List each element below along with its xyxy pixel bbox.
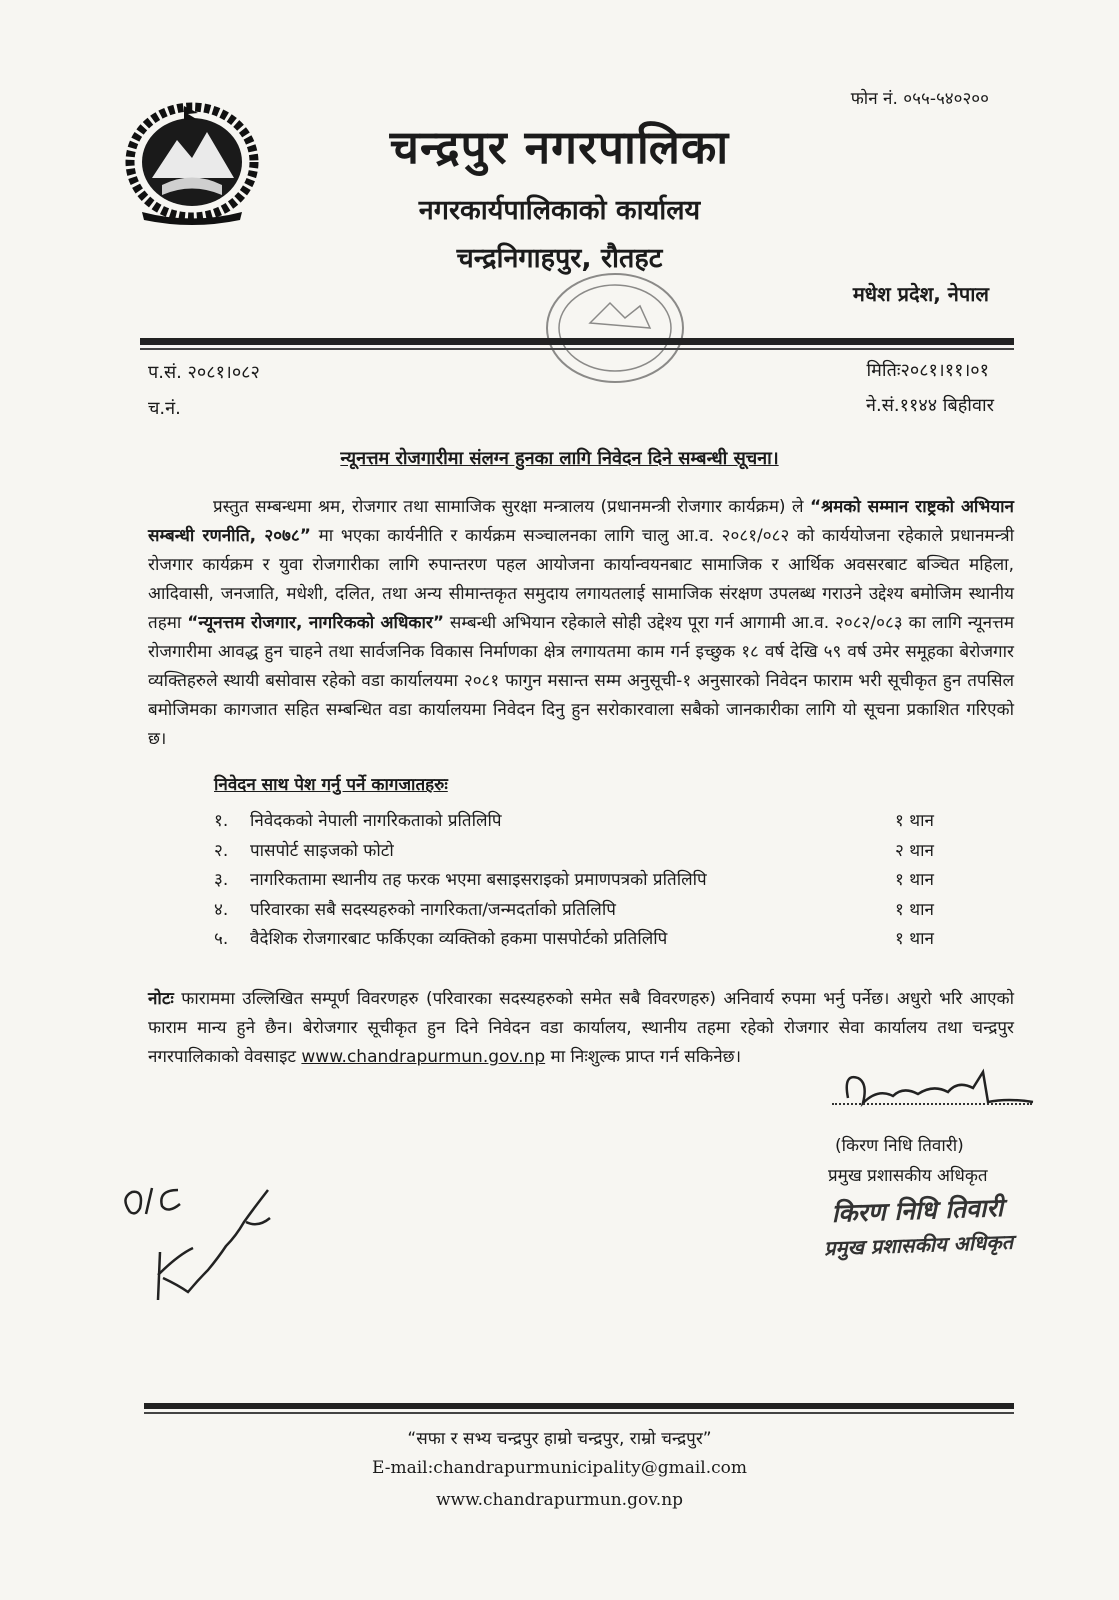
issue-date: मितिः२०८१।११।०१ <box>866 360 989 381</box>
nepal-sambat-date: ने.सं.११४४ बिहीवार <box>866 395 994 416</box>
header-divider-thin <box>140 348 1014 350</box>
body-bold-1: “श्रमको सम्मान राष्ट्रको अभियान सम्बन्धी रणनीति, २०७८” <box>148 497 1014 546</box>
note-text-1: फाराममा उल्लिखित सम्पूर्ण विवरणहरु (परिवारका सदस्यहरुको समेत सबै विवरणहरु) अनिवार्य रुपमा भर्नु पर्नेछ। अधुरो भरि आएको फाराम मान्य हुने छैन। बेरोजगार सूचीकृत हुन दिने निवेदन वडा कार्यालय, स्थानीय तहमा रहेको रोजगार सेवा कार्यालय तथा चन्द्रपुर नगरपालिकाको वेवसाइट <box>148 989 1014 1067</box>
province-label: मधेश प्रदेश, नेपाल <box>852 282 989 306</box>
office-name: नगरकार्यपालिकाको कार्यालय <box>418 195 701 226</box>
municipality-title: चन्द्रपुर नगरपालिका <box>389 120 730 174</box>
list-item <box>214 838 934 868</box>
item-quantity: २ थान <box>895 840 934 861</box>
body-text-2: मा भएका कार्यनीति र कार्यक्रम सञ्चालनका लागि चालु आ.व. २०८१/०८२ को कार्ययोजना रहेकाले प्रधानमन्त्री रोजगार कार्यक्रम र युवा रोजगारीका लागि रुपान्तरण पहल आयोजना कार्यान्वयनबाट सामाजिक र आर्थिक अवसरबाट बञ्चित महिला, आदिवासी, जनजाति, मधेशी, दलित, तथा अन्य सीमान्तकृत समुदाय लगायतलाई सामाजिक संरक्षण उपलब्ध गराउने उद्देश्य बमोजिम स्थानीय तहमा <box>148 526 1014 633</box>
footer-divider <box>144 1403 1014 1409</box>
item-text: परिवारका सबै सदस्यहरुको नागरिकता/जन्मदर्ताको प्रतिलिपि <box>250 899 616 920</box>
notice-body <box>148 493 1014 754</box>
footer-email[interactable]: E-mail:chandrapurmunicipality@gmail.com <box>371 1458 747 1478</box>
item-text: नागरिकतामा स्थानीय तह फरक भएमा बसाइसराइको प्रमाणपत्रको प्रतिलिपि <box>250 870 707 890</box>
documents-heading: निवेदन साथ पेश गर्नु पर्ने कागजातहरुः <box>214 775 448 795</box>
body-text-3: सम्बन्धी अभियान रहेकाले सोही उद्देश्य पूरा गर्न आगामी आ.व. २०८२/०८३ का लागि न्यूनत्तम रोजगारीमा आवद्ध हुन चाहने तथा सार्वजनिक विकास निर्माणका क्षेत्र लगायतमा काम गर्न इच्छुक १८ वर्ष देखि ५९ वर्ष उमेर समूहका बेरोजगार व्यक्तिहरुले स्थायी बसोवास रहेको वडा कार्यालयमा २०८१ फागुन मसान्त सम्म अनुसूची-१ अनुसारको निवेदन फाराम भरी सूचीकृत हुन तपसिल बमोजिमका कागजात सहित सम्बन्धित वडा कार्यालयमा निवेदन दिनु हुन सरोकारवाला सबैको जानकारीका लागि यो सूचना प्रकाशित गरिएको छ। <box>148 613 1014 749</box>
signer-designation: प्रमुख प्रशासकीय अधिकृत <box>828 1166 988 1186</box>
item-quantity: १ थान <box>895 870 934 890</box>
signer-name: (किरण निधि तिवारी) <box>835 1136 964 1156</box>
office-address: चन्द्रनिगाहपुर, रौतहट <box>456 243 663 274</box>
list-item <box>214 808 934 838</box>
website-link[interactable]: www.chandrapurmun.gov.np <box>301 1047 546 1067</box>
notice-subject: न्यूनत्तम रोजगारीमा संलग्न हुनका लागि निवेदन दिने सम्बन्धी सूचना। <box>340 448 779 469</box>
item-number: २. <box>214 840 229 861</box>
reference-number: प.सं. २०८१।०८२ <box>148 362 260 383</box>
item-text: पासपोर्ट साइजको फोटो <box>250 840 394 861</box>
item-text: निवेदकको नेपाली नागरिकताको प्रतिलिपि <box>250 811 502 831</box>
footer-website[interactable]: www.chandrapurmun.gov.np <box>435 1490 684 1510</box>
signature-scribble-icon <box>838 1058 1038 1118</box>
note-label: नोटः <box>148 989 174 1009</box>
handwritten-oc-note-icon <box>118 1160 288 1310</box>
item-quantity: १ थान <box>895 929 934 949</box>
name-stamp <box>807 1189 1029 1267</box>
list-item <box>214 926 934 956</box>
item-quantity: १ थान <box>895 811 934 831</box>
item-text: वैदेशिक रोजगारबाट फर्किएका व्यक्तिको हकमा पासपोर्टको प्रतिलिपि <box>250 929 668 949</box>
list-item <box>214 867 934 897</box>
body-text-1: प्रस्तुत सम्बन्धमा श्रम, रोजगार तथा सामाजिक सुरक्षा मन्त्रालय (प्रधानमन्त्री रोजगार कार्यक्रम) ले <box>213 497 810 517</box>
item-number: ५. <box>214 929 229 949</box>
note-text-2: मा निःशुल्क प्राप्त गर्न सकिनेछ। <box>545 1047 742 1067</box>
municipal-office-round-stamp-icon <box>540 268 690 388</box>
list-item <box>214 897 934 927</box>
footer-slogan: “सफा र सभ्य चन्द्रपुर हाम्रो चन्द्रपुर, राम्रो चन्द्रपुर” <box>407 1429 712 1449</box>
item-number: १. <box>214 811 229 831</box>
item-number: ४. <box>214 899 229 920</box>
header-divider <box>140 338 1014 345</box>
item-quantity: १ थान <box>895 899 934 920</box>
stamp-title: प्रमुख प्रशासकीय अधिकृत <box>823 1229 1014 1261</box>
signature-line <box>832 1103 1032 1105</box>
dispatch-number: च.नं. <box>148 398 181 419</box>
phone-number: फोन नं. ०५५-५४०२०० <box>850 89 989 109</box>
body-bold-2: “न्यूनत्तम रोजगार, नागरिकको अधिकार” <box>187 613 444 633</box>
stamp-name: किरण निधि तिवारी <box>831 1193 1004 1228</box>
item-number: ३. <box>214 870 229 890</box>
footer-divider-thin <box>144 1412 1014 1414</box>
documents-list <box>214 808 934 956</box>
